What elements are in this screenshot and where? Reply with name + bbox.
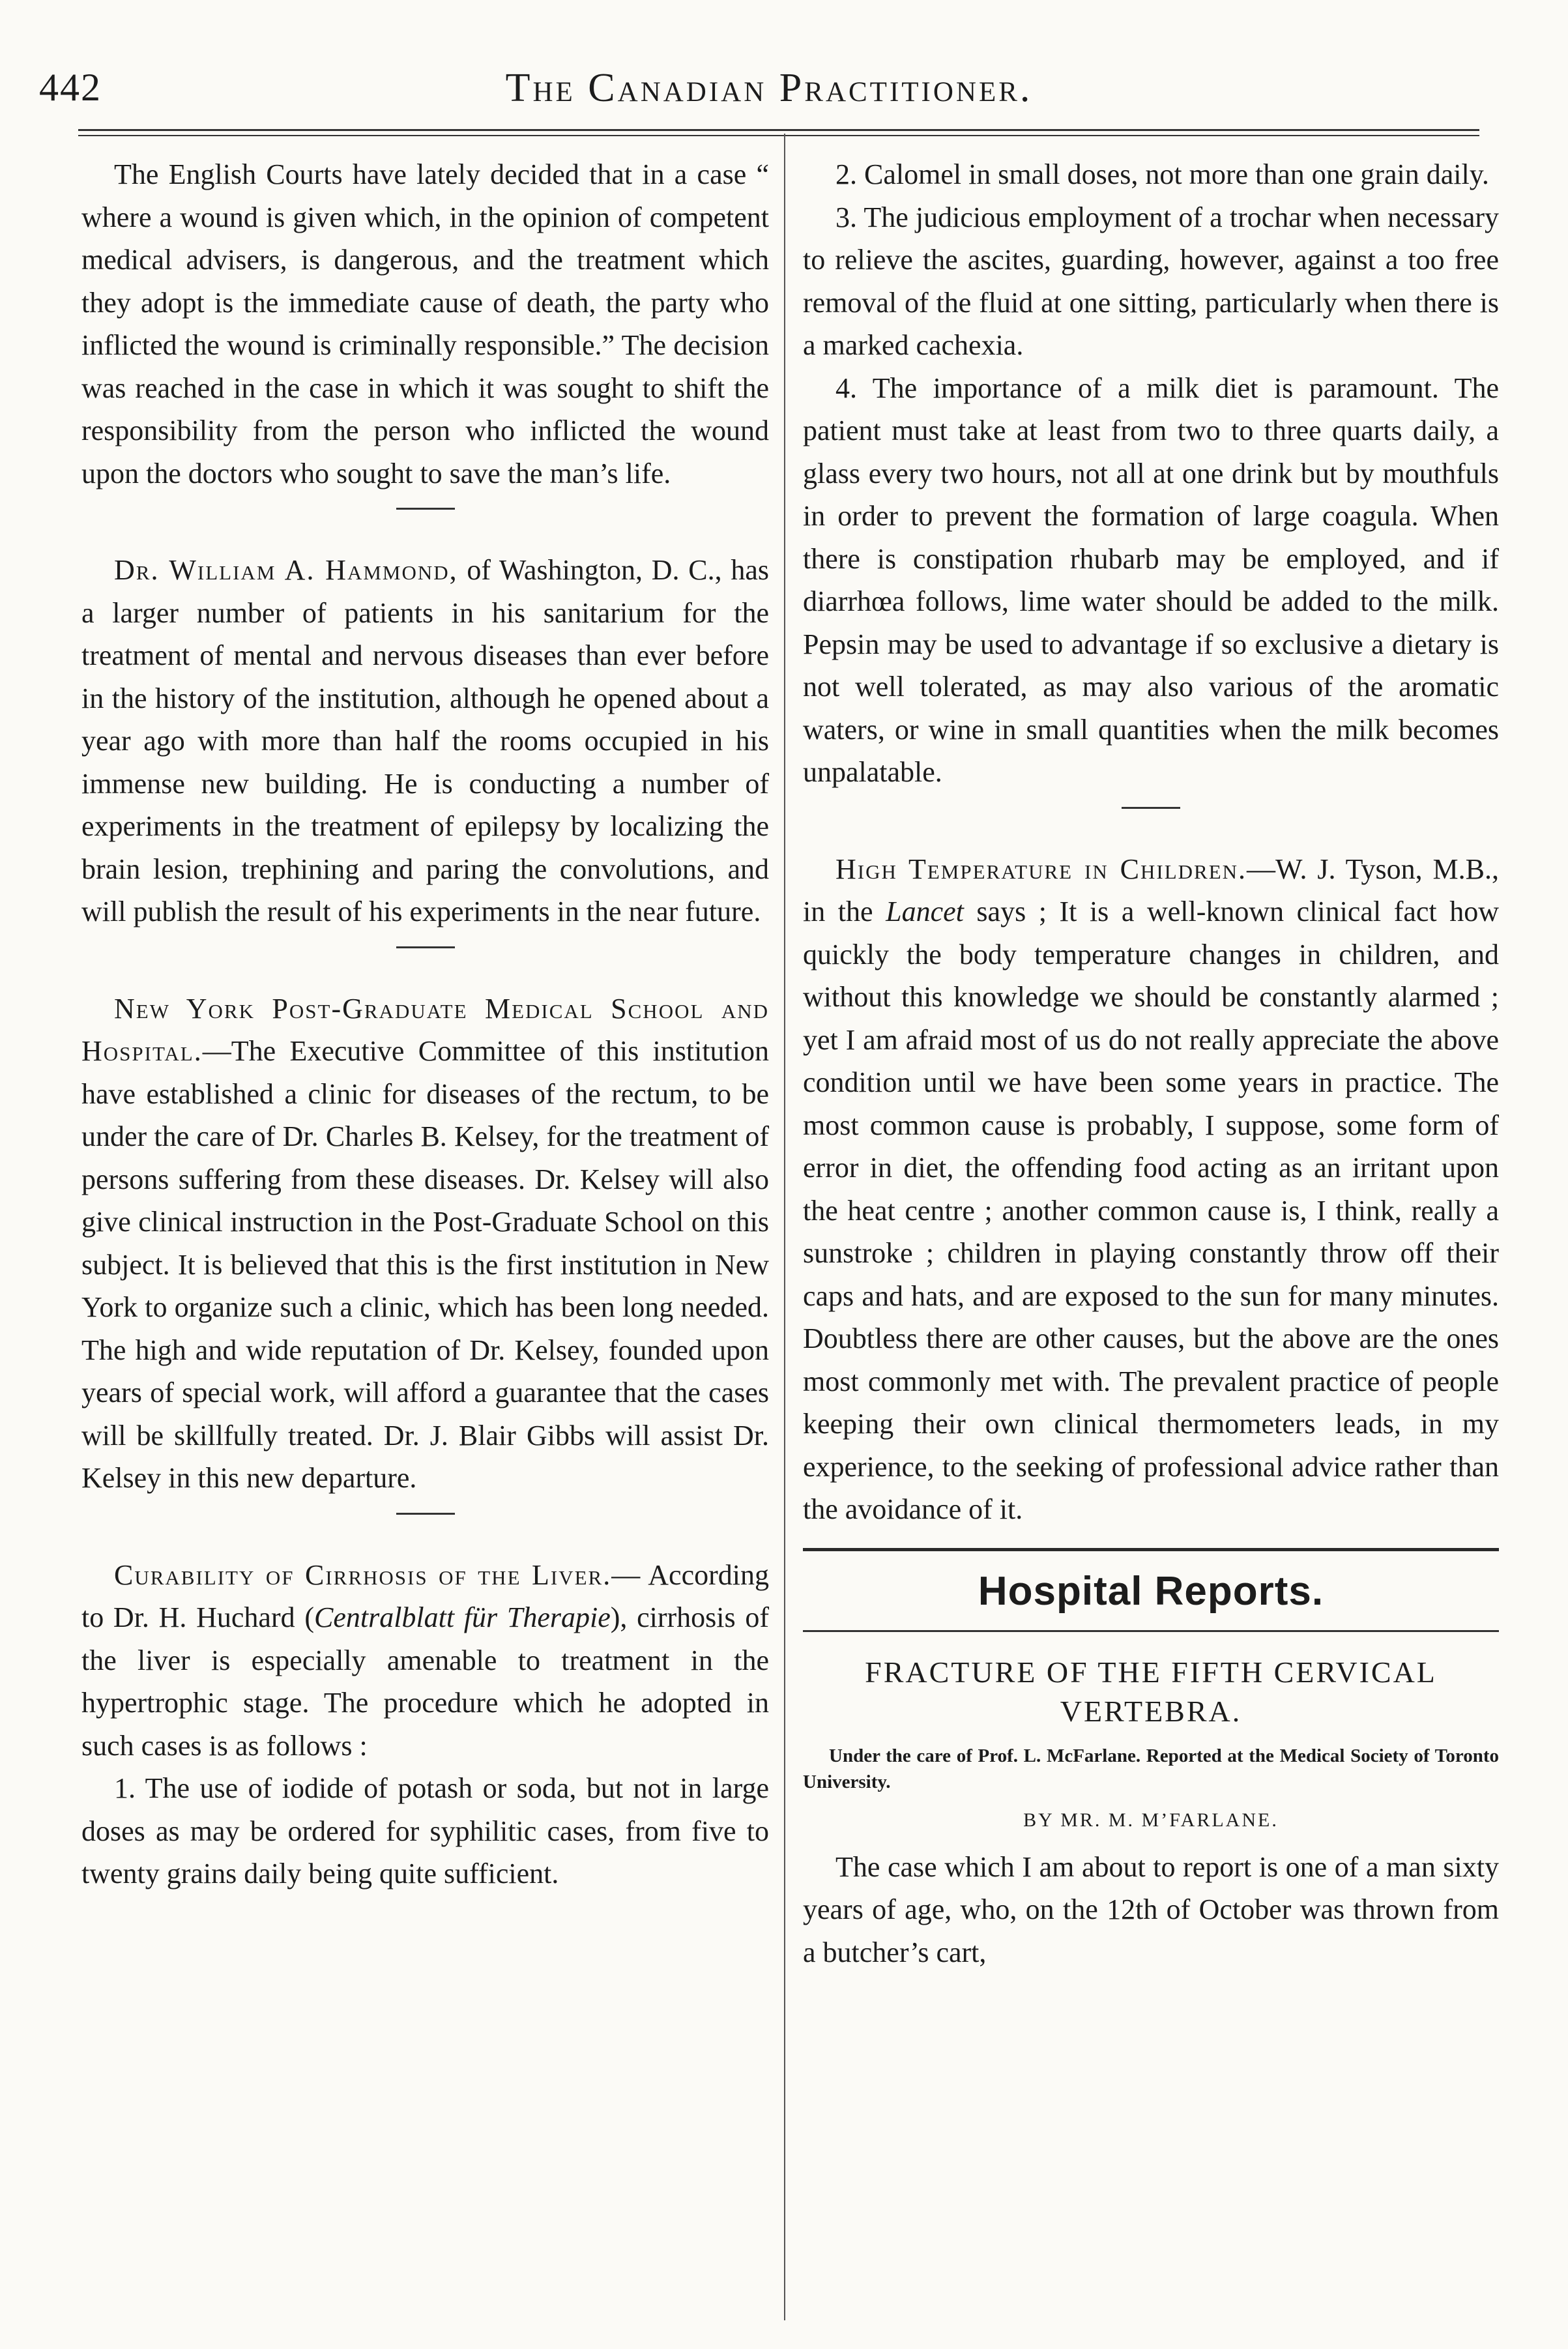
- column-divider: [784, 134, 785, 2320]
- page-header: [39, 65, 1499, 117]
- temperature-lead: High Temperature in Children.: [835, 853, 1247, 885]
- courts-paragraph: The English Courts have lately decided that in a case “ where a wound is given which, in the opinion of competent medical advisers, is dangerous, and the treatment which they adopt is the immediate cause of death, the party who inflicted the wound is criminally responsible.” The decision was reached in the case in which it was sought to shift the responsibility from the person who inflicted the wound upon the doctors who sought to save the man’s life.: [81, 158, 769, 489]
- header-rule: [78, 129, 1479, 131]
- right-column: [803, 153, 1499, 1974]
- temperature-body-a: —W. J. Tyson, M.B., in the: [803, 853, 1499, 927]
- cirrhosis-body-a: — According to Dr. H. Huchard (: [81, 1558, 769, 1633]
- cirrhosis-body-b: ), cirrhosis of the liver is especially amenable to treatment in the hypertrophic stage. The procedure which he adopted in such cases is as follows :: [81, 1601, 769, 1762]
- hammond-body: of Washington, D. C., has a larger number of patients in his sanitarium for the treatment of mental and nervous diseases than ever before in the history of the institution, although he opened about a year ago with more than half the rooms occupied in his immense new building. He is conducting a number of experiments in the treatment of epilepsy by localizing the brain lesion, trephining and paring the convolutions, and will publish the result of his experiments in the near future.: [81, 554, 769, 927]
- cirrhosis-lead: Curability of Cirrhosis of the Liver.: [114, 1558, 612, 1591]
- byline: BY MR. M. M’FARLANE.: [1023, 1809, 1279, 1831]
- left-column: [81, 153, 769, 1895]
- cirrhosis-paragraph: [81, 1554, 769, 1768]
- header-rule-double: [78, 135, 1479, 136]
- treatment-item-2: 2. Calomel in small doses, not more than one grain daily.: [835, 158, 1489, 190]
- temperature-paragraph: [803, 848, 1499, 1531]
- cirrhosis-journal: Centralblatt für Therapie: [313, 1601, 611, 1633]
- section-heading: Hospital Reports.: [978, 1568, 1324, 1614]
- section-rule-top: [803, 1548, 1499, 1551]
- temperature-body-b: says ; It is a well-known clinical fact how quickly the body temperature changes in children, and without this knowledge we should be constantly alarmed ; yet I am afraid most of us do not really appreciate the above condition until we have been some years in practice. The most common cause is probably, I suppose, some form of error in diet, the offending food acting as an irritant upon the heat centre ; another common cause is, I think, really a sunstroke ; children in playing constantly throw off their caps and hats, and are exposed to the sun for many minutes. Doubtless there are other causes, but the above are the ones most commonly met with. The prevalent practice of people keeping their own clinical thermometers leads, in my experience, to the seeking of professional advice rather than the avoidance of it.: [803, 896, 1499, 1525]
- treatment-item-3: 3. The judicious employment of a trochar when necessary to relieve the ascites, guarding, however, against a too free removal of the fluid at one sitting, particularly when there is a marked cachexia.: [803, 201, 1499, 361]
- case-paragraph: The case which I am about to report is one of a man sixty years of age, who, on the 12th of October was thrown from a butcher’s cart,: [803, 1850, 1499, 1968]
- post-graduate-lead: New York Post-Graduate Medical School and Hospital.: [81, 992, 769, 1067]
- post-graduate-body: —The Executive Committee of this institution have established a clinic for diseases of the rectum, to be under the care of Dr. Charles B. Kelsey, for the treatment of persons suffering from these diseases. Dr. Kelsey will also give clinical instruction in the Post-Graduate School on this subject. It is believed that this is the first institution in New York to organize such a clinic, which has been long needed. The high and wide reputation of Dr. Kelsey, founded upon years of special work, will afford a guarantee that the cases will be skillfully treated. Dr. J. Blair Gibbs will assist Dr. Kelsey in this new departure.: [81, 1035, 769, 1494]
- temperature-journal: Lancet: [886, 896, 964, 927]
- article-title: FRACTURE OF THE FIFTH CERVICAL VERTEBRA.: [865, 1655, 1437, 1728]
- hammond-lead: Dr. William A. Hammond,: [114, 554, 458, 586]
- page-number: 442: [39, 66, 102, 109]
- treatment-item-4: 4. The importance of a milk diet is paramount. The patient must take at least from two to three quarts daily, a glass every two hours, not all at one drink but by mouthfuls in order to prevent the formation of large coagula. When there is constipation rhubarb may be employed, and if diarrhœa follows, lime water should be added to the milk. Pepsin may be used to advantage if so exclusive a dietary is not well tolerated, as may also various of the aromatic waters, or wine in small quantities when the milk becomes unpalatable.: [803, 372, 1499, 788]
- section-rule-bottom: [803, 1630, 1499, 1632]
- running-title: The Canadian Practitioner.: [505, 66, 1033, 110]
- treatment-item-1: 1. The use of iodide of potash or soda, but not in large doses as may be ordered for syphilitic cases, from five to twenty grains daily being quite sufficient.: [81, 1772, 769, 1889]
- hammond-paragraph: [81, 549, 769, 933]
- post-graduate-paragraph: [81, 987, 769, 1500]
- report-note: Under the care of Prof. L. McFarlane. Reported at the Medical Society of Toronto University.: [803, 1745, 1499, 1792]
